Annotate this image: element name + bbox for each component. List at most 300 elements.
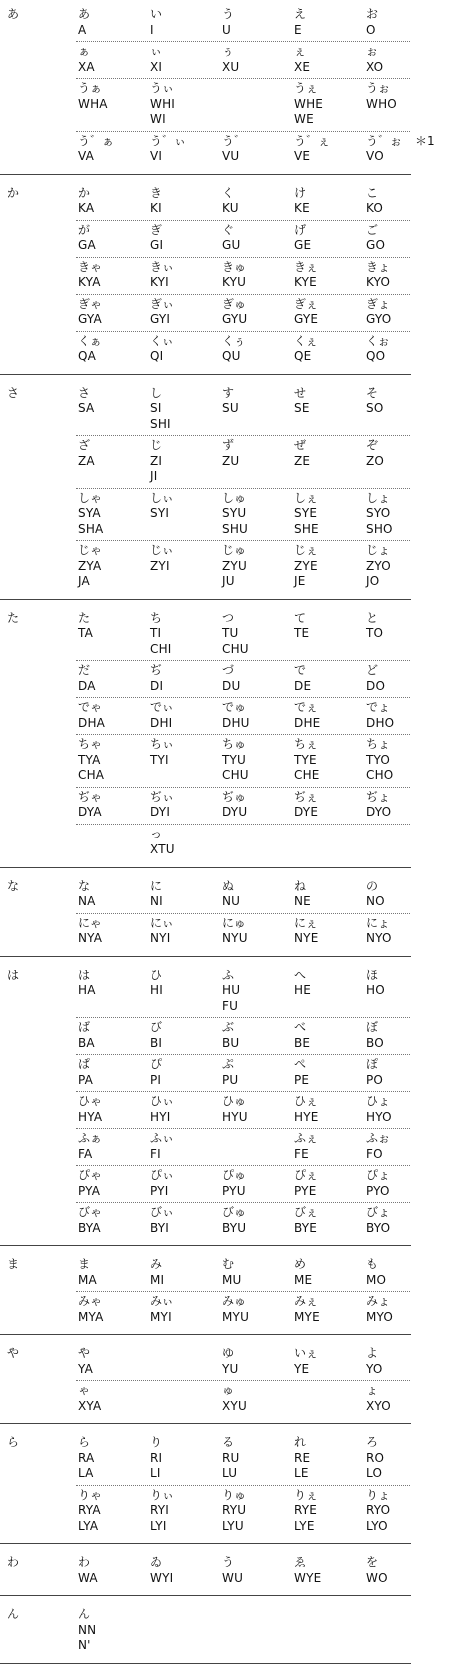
romaji-text: ZE: [294, 453, 311, 468]
kana-text: ち: [150, 610, 163, 625]
romaji-text: ZYU: [222, 558, 247, 573]
kana-text: ふぇ: [294, 1131, 319, 1145]
kana-cell: [366, 134, 402, 165]
romaji-text: DA: [78, 678, 96, 693]
romaji-text: SU: [222, 401, 239, 415]
kana-cell: [222, 1435, 240, 1482]
kana-cell: [222, 1346, 239, 1377]
romaji-text: ZU: [222, 453, 240, 468]
kana-text: くぇ: [294, 333, 318, 348]
romaji-text: BO: [366, 1035, 384, 1050]
romaji-text: JA: [78, 574, 90, 588]
kana-cell: [78, 1168, 102, 1199]
kana-cell: [366, 223, 385, 254]
kana-text: うぁ: [78, 81, 103, 95]
romaji-text: PYA: [78, 1183, 101, 1198]
kana-text: ぎょ: [366, 296, 391, 311]
kana-group: [0, 1435, 451, 1486]
kana-text: ぁ: [78, 44, 91, 58]
romaji-text: U: [222, 22, 231, 37]
kana-text: ひぇ: [294, 1094, 319, 1108]
kana-text: づ: [222, 663, 235, 677]
kana-cell: [150, 1168, 174, 1199]
kana-cell: [366, 663, 385, 694]
romaji-text: KO: [366, 201, 384, 215]
romaji-text: KYU: [222, 275, 247, 289]
kana-cell: [366, 700, 394, 731]
kana-cell: [366, 1057, 383, 1088]
romaji-text: GI: [150, 238, 164, 252]
kana-text: ぢゅ: [222, 789, 247, 804]
romaji-text: TYU: [222, 752, 247, 767]
romaji-text: BYU: [222, 1220, 247, 1235]
kana-text: みぇ: [294, 1294, 319, 1308]
romaji-text: HYI: [150, 1109, 171, 1124]
kana-text: でゅ: [222, 700, 247, 714]
kana-cell: [294, 916, 319, 947]
kana-text: ぴょ: [366, 1168, 391, 1182]
section-divider: [0, 867, 411, 868]
kana-text: みゅ: [222, 1294, 247, 1308]
kana-group: [0, 879, 451, 914]
kana-section: [0, 1600, 451, 1664]
kana-group: [0, 700, 451, 735]
romaji-text: LI: [150, 1466, 161, 1480]
romaji-text: ME: [294, 1272, 313, 1287]
kana-text: うぇ: [294, 81, 319, 95]
kana-group: [0, 1555, 451, 1590]
kana-text: ぴぃ: [150, 1168, 175, 1182]
romaji-text: GYU: [222, 312, 248, 326]
kana-cell: [78, 663, 96, 694]
romaji-text: GYA: [78, 312, 102, 326]
kana-text: くぁ: [78, 333, 102, 348]
kana-cell: [222, 223, 240, 254]
dotted-divider: [76, 1165, 410, 1166]
romaji-text: WE: [294, 112, 314, 126]
kana-cell: [294, 879, 311, 910]
kana-text: こ: [366, 185, 379, 200]
kana-cell: [294, 297, 318, 328]
kana-text: か: [78, 185, 91, 200]
kana-text: ま: [78, 1257, 91, 1271]
romaji-text: GYI: [150, 312, 171, 326]
footnote-marker: ＊1: [415, 133, 435, 148]
romaji-text: VU: [222, 149, 240, 163]
kana-text: びゅ: [222, 1205, 247, 1219]
kana-cell: [222, 260, 246, 291]
kana-text: も: [366, 1257, 379, 1271]
romaji-text: ZYE: [294, 558, 318, 573]
romaji-text: GO: [366, 238, 386, 252]
kana-cell: [150, 81, 175, 128]
romaji-text: FA: [78, 1146, 93, 1161]
kana-text: ざ: [78, 438, 91, 452]
kana-text: ひぃ: [150, 1094, 175, 1108]
romaji-text: CHU: [222, 641, 249, 656]
romaji-text: DHA: [78, 715, 106, 730]
kana-cell: [366, 1488, 390, 1535]
kana-cell: [366, 1435, 384, 1482]
kana-text: う: [222, 7, 235, 21]
kana-cell: [366, 186, 383, 217]
romaji-text: PYO: [366, 1183, 390, 1198]
romaji-text: ZYA: [78, 558, 102, 573]
kana-text: お: [366, 7, 379, 21]
kana-cell: [222, 186, 239, 217]
kana-cell: [150, 663, 163, 694]
section-divider: [0, 1595, 411, 1596]
romaji-text: TYE: [294, 752, 317, 767]
romaji-text: PU: [222, 1072, 239, 1087]
section-divider: [0, 374, 411, 375]
romaji-text: HYU: [222, 1109, 248, 1124]
romaji-text: MYI: [150, 1309, 172, 1324]
romaji-text: NYO: [366, 931, 392, 945]
romaji-text: MU: [222, 1272, 242, 1287]
romaji-text: HYA: [78, 1109, 103, 1124]
romaji-text: WHA: [78, 96, 108, 111]
romaji-text: BU: [222, 1035, 240, 1050]
kana-text: ぢゃ: [78, 789, 103, 804]
romaji-text: RI: [150, 1450, 163, 1465]
section-label: は: [7, 967, 20, 982]
romaji-text: KU: [222, 201, 239, 215]
kana-cell: [366, 916, 392, 947]
kana-text: ぴゅ: [222, 1168, 247, 1182]
kana-cell: [78, 916, 102, 947]
kana-cell: [294, 7, 306, 38]
kana-text: あ: [78, 7, 91, 21]
romaji-text: WU: [222, 1570, 244, 1585]
section-divider: [0, 174, 411, 175]
kana-text: びぇ: [294, 1205, 319, 1219]
kana-text: ちょ: [366, 737, 391, 751]
kana-text: びょ: [366, 1205, 391, 1219]
kana-cell: [366, 386, 383, 417]
romaji-text: LYE: [294, 1518, 315, 1533]
romaji-text: NYU: [222, 931, 248, 945]
kana-group: [0, 827, 451, 862]
romaji-text: VI: [150, 149, 163, 163]
romaji-text: HO: [366, 983, 385, 997]
dotted-divider: [76, 824, 410, 825]
kana-cell: [78, 1488, 102, 1535]
kana-text: ょ: [366, 1383, 379, 1397]
romaji-text: HE: [294, 983, 312, 997]
kana-text: っ: [150, 826, 163, 841]
kana-cell: [294, 223, 311, 254]
kana-cell: [150, 44, 162, 75]
kana-cell: [222, 438, 239, 469]
kana-cell: [294, 1131, 318, 1162]
kana-cell: [78, 1094, 102, 1125]
section-divider: [0, 1543, 411, 1544]
romaji-text: DHE: [294, 715, 321, 730]
kana-cell: [78, 1555, 98, 1586]
romaji-text: GE: [294, 238, 312, 252]
kana-text: で: [294, 663, 307, 677]
romaji-text: RYO: [366, 1503, 391, 1517]
romaji-text: MYU: [222, 1309, 250, 1324]
kana-cell: [294, 543, 318, 590]
romaji-text: KYI: [150, 275, 169, 289]
romaji-text: JE: [294, 574, 306, 588]
kana-cell: [294, 44, 310, 75]
kana-cell: [150, 737, 174, 768]
kana-text: ぢぃ: [150, 789, 175, 804]
section-label: ら: [7, 1435, 20, 1449]
romaji-text: XYO: [366, 1398, 391, 1413]
romaji-text: RE: [294, 1450, 311, 1465]
romaji-text: SHE: [294, 521, 319, 536]
romaji-text: WHI: [150, 96, 176, 111]
kana-cell: [150, 1205, 174, 1236]
kana-cell: [78, 1205, 102, 1236]
kana-cell: [366, 1383, 391, 1414]
kana-cell: [366, 1168, 390, 1199]
romaji-text: XYU: [222, 1398, 247, 1413]
kana-text: きぇ: [294, 259, 319, 274]
kana-cell: [150, 543, 174, 574]
romaji-text: GU: [222, 238, 241, 252]
romaji-text: A: [78, 22, 87, 37]
kana-text: にょ: [366, 915, 390, 930]
kana-text: ひょ: [366, 1094, 391, 1108]
section-label: わ: [7, 1555, 20, 1569]
kana-cell: [150, 1488, 174, 1535]
romaji-text: PYU: [222, 1183, 246, 1198]
kana-text: ぎゅ: [222, 296, 247, 311]
romaji-text: BE: [294, 1035, 311, 1050]
romaji-text: CHO: [366, 768, 394, 782]
romaji-text: RYI: [150, 1503, 170, 1517]
section-divider: [0, 1423, 411, 1424]
kana-text: ふぉ: [366, 1131, 391, 1145]
kana-text: る: [222, 1435, 235, 1449]
kana-text: ぢぇ: [294, 789, 319, 804]
kana-cell: [294, 790, 318, 821]
kana-cell: [78, 386, 94, 417]
kana-text: しょ: [366, 490, 391, 505]
dotted-divider: [76, 220, 410, 221]
dotted-divider: [76, 1017, 410, 1018]
kana-text: つ: [222, 610, 235, 625]
romaji-text: XI: [150, 59, 163, 74]
kana-cell: [294, 1020, 310, 1051]
kana-cell: [150, 611, 172, 658]
romaji-text: DYU: [222, 805, 248, 819]
romaji-text: CHU: [222, 768, 249, 782]
romaji-text: LYO: [366, 1518, 388, 1533]
kana-text: にぇ: [294, 915, 318, 930]
kana-cell: [150, 260, 174, 291]
kana-cell: [294, 1435, 310, 1482]
kana-cell: [222, 1257, 242, 1288]
kana-text: ろ: [366, 1435, 379, 1449]
kana-cell: [78, 297, 102, 328]
kana-cell: [294, 134, 330, 165]
kana-cell: [78, 543, 102, 590]
romaji-text: MA: [78, 1272, 97, 1287]
romaji-text: HU: [222, 983, 241, 997]
kana-cell: [222, 7, 234, 38]
romaji-text: PE: [294, 1072, 310, 1087]
dotted-divider: [76, 331, 410, 332]
kana-cell: [150, 916, 174, 947]
kana-cell: [294, 1057, 309, 1088]
romaji-text: RA: [78, 1450, 95, 1465]
romaji-text: MI: [150, 1272, 165, 1287]
dotted-divider: [76, 1054, 410, 1055]
romaji-text: WHE: [294, 96, 324, 111]
kana-cell: [294, 438, 310, 469]
romaji-text: SI: [150, 401, 162, 415]
kana-section: [0, 961, 451, 1247]
romaji-text: LYU: [222, 1518, 244, 1533]
kana-section: [0, 1548, 451, 1596]
kana-text: め: [294, 1257, 307, 1271]
kana-cell: [366, 1257, 386, 1288]
dotted-divider: [76, 78, 410, 79]
romaji-text: WYI: [150, 1570, 174, 1585]
romaji-text: TYO: [366, 752, 391, 767]
kana-cell: [366, 968, 385, 999]
kana-cell: [366, 81, 397, 112]
kana-cell: [150, 1057, 162, 1088]
romaji-text: DHU: [222, 715, 250, 730]
romaji-text: BYO: [366, 1220, 391, 1235]
kana-group: [0, 260, 451, 295]
kana-cell: [78, 1346, 93, 1377]
kana-text: きゃ: [78, 259, 103, 274]
romaji-text: SE: [294, 401, 310, 415]
romaji-text: RYU: [222, 1503, 247, 1517]
dotted-divider: [76, 1128, 410, 1129]
romaji-text: ZYO: [366, 558, 391, 573]
kana-text: ら: [78, 1435, 91, 1449]
kana-text: にゅ: [222, 915, 246, 930]
kana-cell: [294, 611, 309, 642]
kana-cell: [294, 186, 310, 217]
kana-cell: [150, 1555, 173, 1586]
romaji-text: HYO: [366, 1109, 392, 1124]
section-divider: [0, 956, 411, 957]
romaji-text: CHA: [78, 768, 105, 782]
kana-cell: [222, 1294, 249, 1325]
kana-text: ぴ: [150, 1057, 163, 1071]
kana-text: ゆ: [222, 1346, 235, 1360]
kana-cell: [150, 491, 174, 522]
romaji-text: DO: [366, 678, 386, 693]
kana-cell: [78, 223, 96, 254]
romaji-text: TI: [150, 626, 162, 640]
romaji-text: LA: [78, 1466, 94, 1480]
kana-text: て: [294, 610, 307, 625]
kana-cell: [150, 700, 174, 731]
romaji-text: TE: [294, 626, 310, 640]
romaji-text: LYA: [78, 1518, 99, 1533]
romaji-text: XE: [294, 59, 311, 74]
kana-cell: [150, 7, 162, 38]
romaji-text: SYO: [366, 506, 391, 520]
dotted-divider: [76, 435, 410, 436]
romaji-text: XA: [78, 59, 95, 74]
kana-group: [0, 7, 451, 42]
kana-text: ぬ: [222, 878, 235, 893]
kana-text: ゅ: [222, 1383, 235, 1397]
romaji-text: SYE: [294, 506, 318, 520]
kana-cell: [150, 1094, 174, 1125]
romaji-text: WYE: [294, 1570, 322, 1585]
kana-text: でぇ: [294, 700, 319, 714]
romaji-text: QE: [294, 349, 312, 363]
kana-text: そ: [366, 385, 379, 400]
romaji-text: RO: [366, 1450, 385, 1465]
kana-text: みゃ: [78, 1294, 103, 1308]
section-label: ん: [7, 1607, 20, 1621]
kana-text: た: [78, 610, 91, 625]
kana-section: [0, 379, 451, 600]
romaji-text: MYO: [366, 1309, 394, 1324]
romaji-text: ZI: [150, 453, 163, 468]
kana-cell: [78, 186, 94, 217]
kana-text: にゃ: [78, 915, 102, 930]
kana-text: さ: [78, 385, 91, 400]
kana-text: ぇ: [294, 44, 307, 58]
kana-cell: [294, 1205, 318, 1236]
kana-text: ぅ: [222, 44, 235, 58]
kana-text: せ: [294, 385, 307, 400]
kana-cell: [294, 1094, 319, 1125]
kana-text: う゛: [222, 133, 247, 148]
dotted-divider: [76, 660, 410, 661]
romaji-text: WHO: [366, 96, 397, 111]
kana-text: じょ: [366, 543, 391, 557]
kana-text: ぱ: [78, 1057, 91, 1071]
romaji-text: PYI: [150, 1183, 169, 1198]
dotted-divider: [76, 540, 410, 541]
kana-text: い: [150, 7, 163, 21]
romaji-text: BYA: [78, 1220, 101, 1235]
kana-group: [0, 1257, 451, 1292]
kana-group: [0, 297, 451, 332]
romaji-text: VO: [366, 149, 384, 163]
romaji-text: SHI: [150, 416, 171, 431]
kana-group: [0, 386, 451, 437]
kana-cell: [366, 1131, 390, 1162]
kana-cell: [222, 1168, 246, 1199]
kana-text: き: [150, 185, 163, 200]
kana-cell: [222, 1057, 238, 1088]
kana-cell: [150, 1020, 162, 1051]
romaji-text: MO: [366, 1272, 387, 1287]
kana-text: び: [150, 1020, 163, 1034]
kana-cell: [150, 186, 162, 217]
kana-cell: [222, 968, 240, 1015]
kana-cell: [222, 879, 240, 910]
kana-cell: [366, 44, 383, 75]
romaji-text: ZYI: [150, 558, 170, 573]
section-label: か: [7, 185, 20, 200]
kana-cell: [366, 1094, 392, 1125]
kana-cell: [366, 491, 393, 538]
section-label: な: [7, 878, 20, 893]
kana-cell: [78, 1607, 96, 1654]
kana-cell: [78, 611, 93, 642]
romaji-text: FE: [294, 1146, 309, 1161]
kana-text: ぎぃ: [150, 296, 175, 311]
